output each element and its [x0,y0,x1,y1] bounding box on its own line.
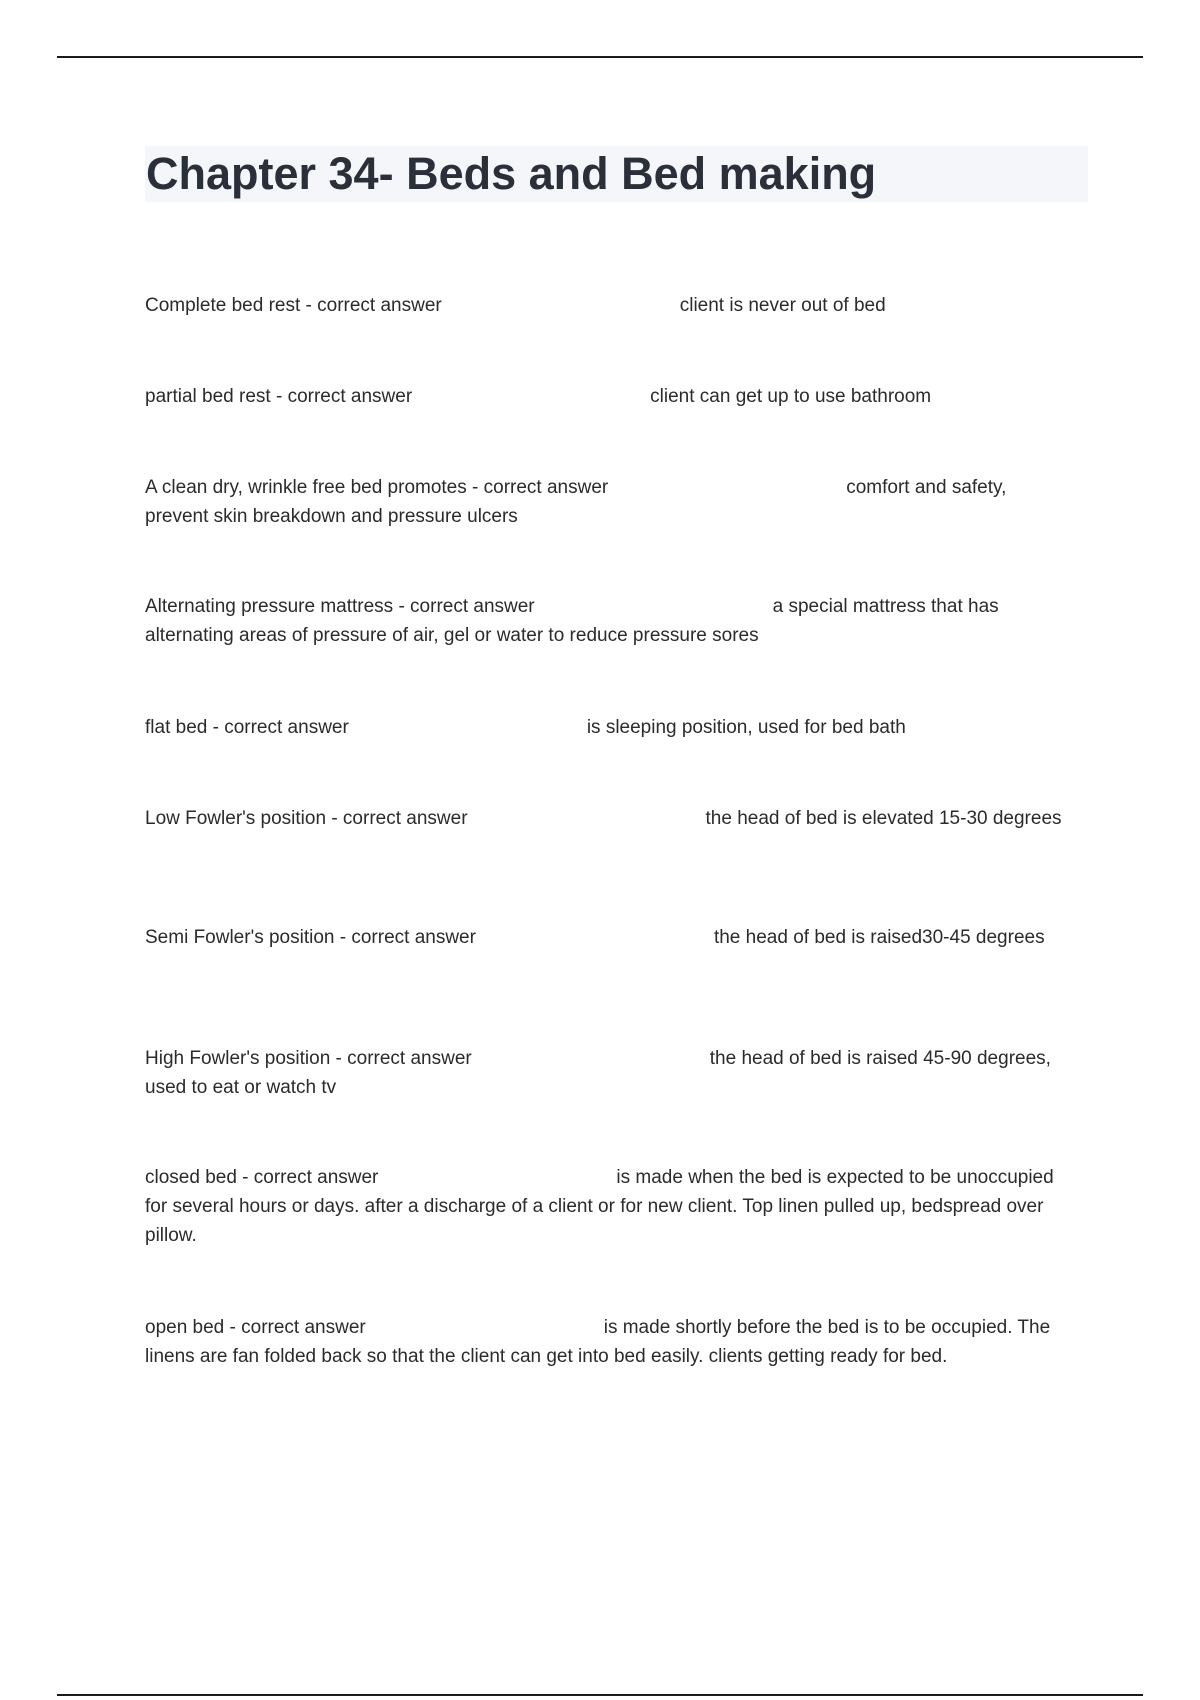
bottom-rule [57,1694,1143,1696]
card-definition: is made shortly before the bed is to be occupied. The linens are fan folded back so that the client can get into bed easily. clients getting ready for bed. [145,1317,1051,1367]
page-title: Chapter 34- Beds and Bed making [146,148,877,199]
card-term: A clean dry, wrinkle free bed promotes - correct answer [145,477,609,498]
card-term: Semi Fowler's position - correct answer [145,927,476,948]
card-complete-bed-rest [145,291,1075,320]
card-definition: the head of bed is raised 45-90 degrees, used to eat or watch tv [145,1048,1051,1098]
card-definition: is made when the bed is expected to be unoccupied for several hours or days. after a discharge of a client or for new client. Top linen pulled up, bedspread over pillow. [145,1167,1054,1246]
card-term: flat bed - correct answer [145,717,349,738]
card-partial-bed-rest [145,382,1075,411]
card-term: Low Fowler's position - correct answer [145,808,468,829]
card-definition: client can get up to use bathroom [650,386,932,407]
card-term: Alternating pressure mattress - correct answer [145,596,535,617]
card-open-bed [145,1313,1075,1371]
card-high-fowlers [145,1044,1075,1102]
card-low-fowlers [145,804,1075,833]
card-semi-fowlers [145,923,1075,952]
card-term: open bed - correct answer [145,1317,366,1338]
card-flat-bed [145,713,1075,742]
top-rule [57,56,1143,58]
card-definition: client is never out of bed [679,295,886,316]
card-term: partial bed rest - correct answer [145,386,413,407]
card-clean-dry-bed [145,473,1075,531]
card-term: closed bed - correct answer [145,1167,379,1188]
card-term: Complete bed rest - correct answer [145,295,442,316]
card-definition: comfort and safety, prevent skin breakdown and pressure ulcers [145,477,1007,527]
card-definition: is sleeping position, used for bed bath [586,717,906,738]
card-definition: a special mattress that has alternating areas of pressure of air, gel or water to reduce pressure sores [145,596,999,646]
card-closed-bed [145,1163,1075,1250]
card-alternating-pressure-mattress [145,592,1075,650]
card-term: High Fowler's position - correct answer [145,1048,472,1069]
card-definition: the head of bed is elevated 15-30 degrees [705,808,1062,829]
card-definition: the head of bed is raised30-45 degrees [713,927,1045,948]
